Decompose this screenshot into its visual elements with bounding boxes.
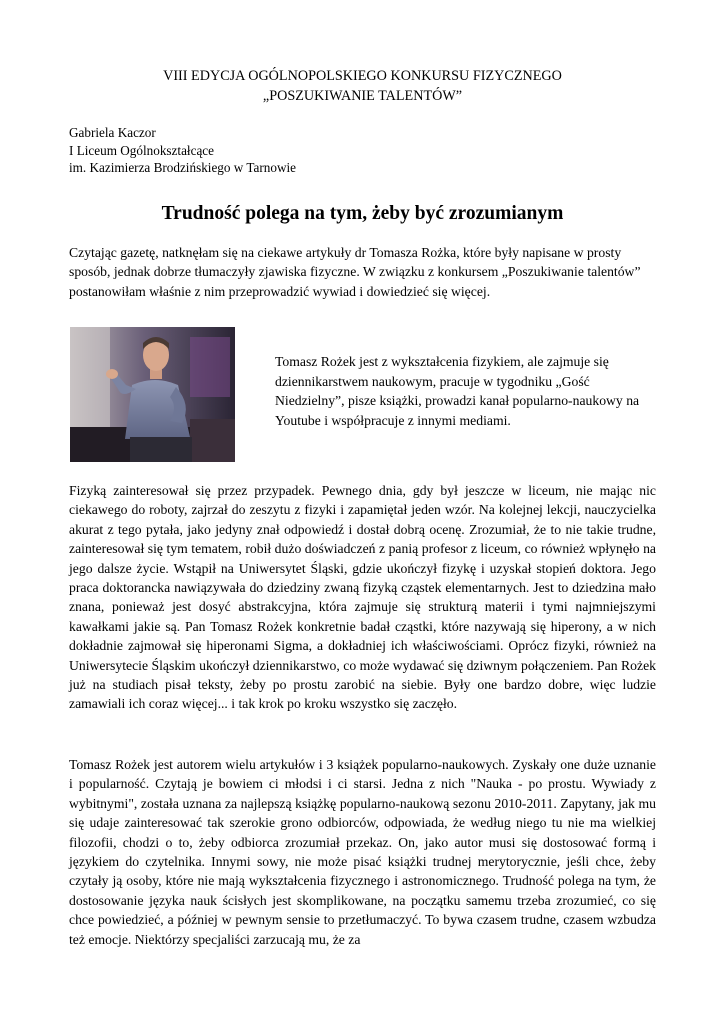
body-paragraph-1 [69, 481, 656, 714]
person-photo-icon [70, 327, 235, 462]
contest-header [60, 66, 665, 106]
author-school-name: im. Kazimierza Brodzińskiego w Tarnowie [69, 160, 296, 175]
intro-paragraph [69, 243, 656, 301]
article-title: Trudność polega na tym, żeby być zrozumianym [161, 203, 564, 224]
header-line-1: VIII EDYCJA OGÓLNOPOLSKIEGO KONKURSU FIZYCZNEGO [163, 68, 562, 84]
photo-caption: Tomasz Rożek jest z wykształcenia fizykiem, ale zajmuje się dziennikarstwem naukowym, pracuje w tygodniku „Gość Niedzielny”, pisze książki, prowadzi kanał popularno-naukowy na Youtube i współpracuje z innymi mediami. [275, 354, 640, 428]
body-text-2: Tomasz Rożek jest autorem wielu artykułów i 3 książek popularno-naukowych. Zyskały one duże uznanie i popularność. Czytają je bowiem ci młodsi i ci starsi. Jedna z nich "Nauka - po prostu. Wywiady z wybitnymi", została uznana za najlepszą książkę popularno-naukową sezonu 2010-2011. Zapytany, jak mu się udaje zainteresować tak szerokie grono odbiorców, odpowiada, że według niego tu nie ma wielkiej filozofii, chodzi o to, żeby odbiorca zrozumiał przekaz. On, jako autor musi się dostosować formą i językiem do czytelnika. Innymi sowy, nie może pisać książki trudnej merytorycznie, jeśli chce, żeby czytały ją osoby, które nie mają wykształcenia fizycznego i astronomicznego. Trudność polega na tym, że dostosowanie języka nauk ścisłych jest skomplikowane, na początku samemu trzeba zrozumieć, co się chce powiedzieć, a później w pewnym sensie to przetłumaczyć. To bywa czasem trudne, czasem wzbudza też emocje. Niektórzy specjaliści zarzucają mu, że za [69, 757, 656, 947]
author-block [69, 124, 296, 177]
header-line-2: „POSZUKIWANIE TALENTÓW” [262, 88, 463, 104]
author-name: Gabriela Kaczor [69, 125, 156, 140]
author-school: I Liceum Ogólnokształcące [69, 142, 214, 158]
person-photo [70, 327, 235, 462]
body-paragraph-2 [69, 755, 656, 949]
body-text-1: Fizyką zainteresował się przez przypadek. Pewnego dnia, gdy był jeszcze w liceum, nie mając nic ciekawego do roboty, zajrzał do zeszytu z fizyki i zapamiętał jeden wzór. Na kolejnej lekcji, nauczycielka akurat z tego pytała, jako jedyny znał odpowiedź i dostał dobrą ocenę. Zrozumiał, że to nie takie trudne, zainteresował się tym tematem, robił dużo doświadczeń z panią profesor z liceum, co również wpłynęło na jego dalsze życie. Wstąpił na Uniwersytet Śląski, gdzie ukończył fizykę i uzyskał stopień doktora. Jego praca doktorancka nawiązywała do dziedziny zwaną fizyką cząstek elementarnych. Jest to dziedzina mało znana, ponieważ jest dosyć abstrakcyjna, która zajmuje się strukturą materii i tymi najmniejszymi kawałkami jakie są. Pan Tomasz Rożek konkretnie badał cząstki, które nazywają się hiperony, a w nich dokładnie zajmował się hiperonami Sigma, a dokładniej ich właściwościami. Oprócz fizyki, również na Uniwersytecie Śląskim ukończył dziennikarstwo, co może wydawać się dziwnym połączeniem. Pan Rożek już na studiach pisał teksty, żeby po prostu zarobić na siebie. Były one bardzo dobre, więc ludzie zamawiali ich coraz więcej... i tak krok po kroku wszystko się zaczęło. [69, 483, 656, 712]
intro-text: Czytając gazetę, natknęłam się na ciekawe artykuły dr Tomasza Rożka, które były napisane w prosty sposób, jednak dobrze tłumaczyły zjawiska fizyczne. W związku z konkursem „Poszukiwanie talentów” postanowiłam właśnie z nim przeprowadzić wywiad i dowiedzieć się więcej. [69, 245, 641, 299]
